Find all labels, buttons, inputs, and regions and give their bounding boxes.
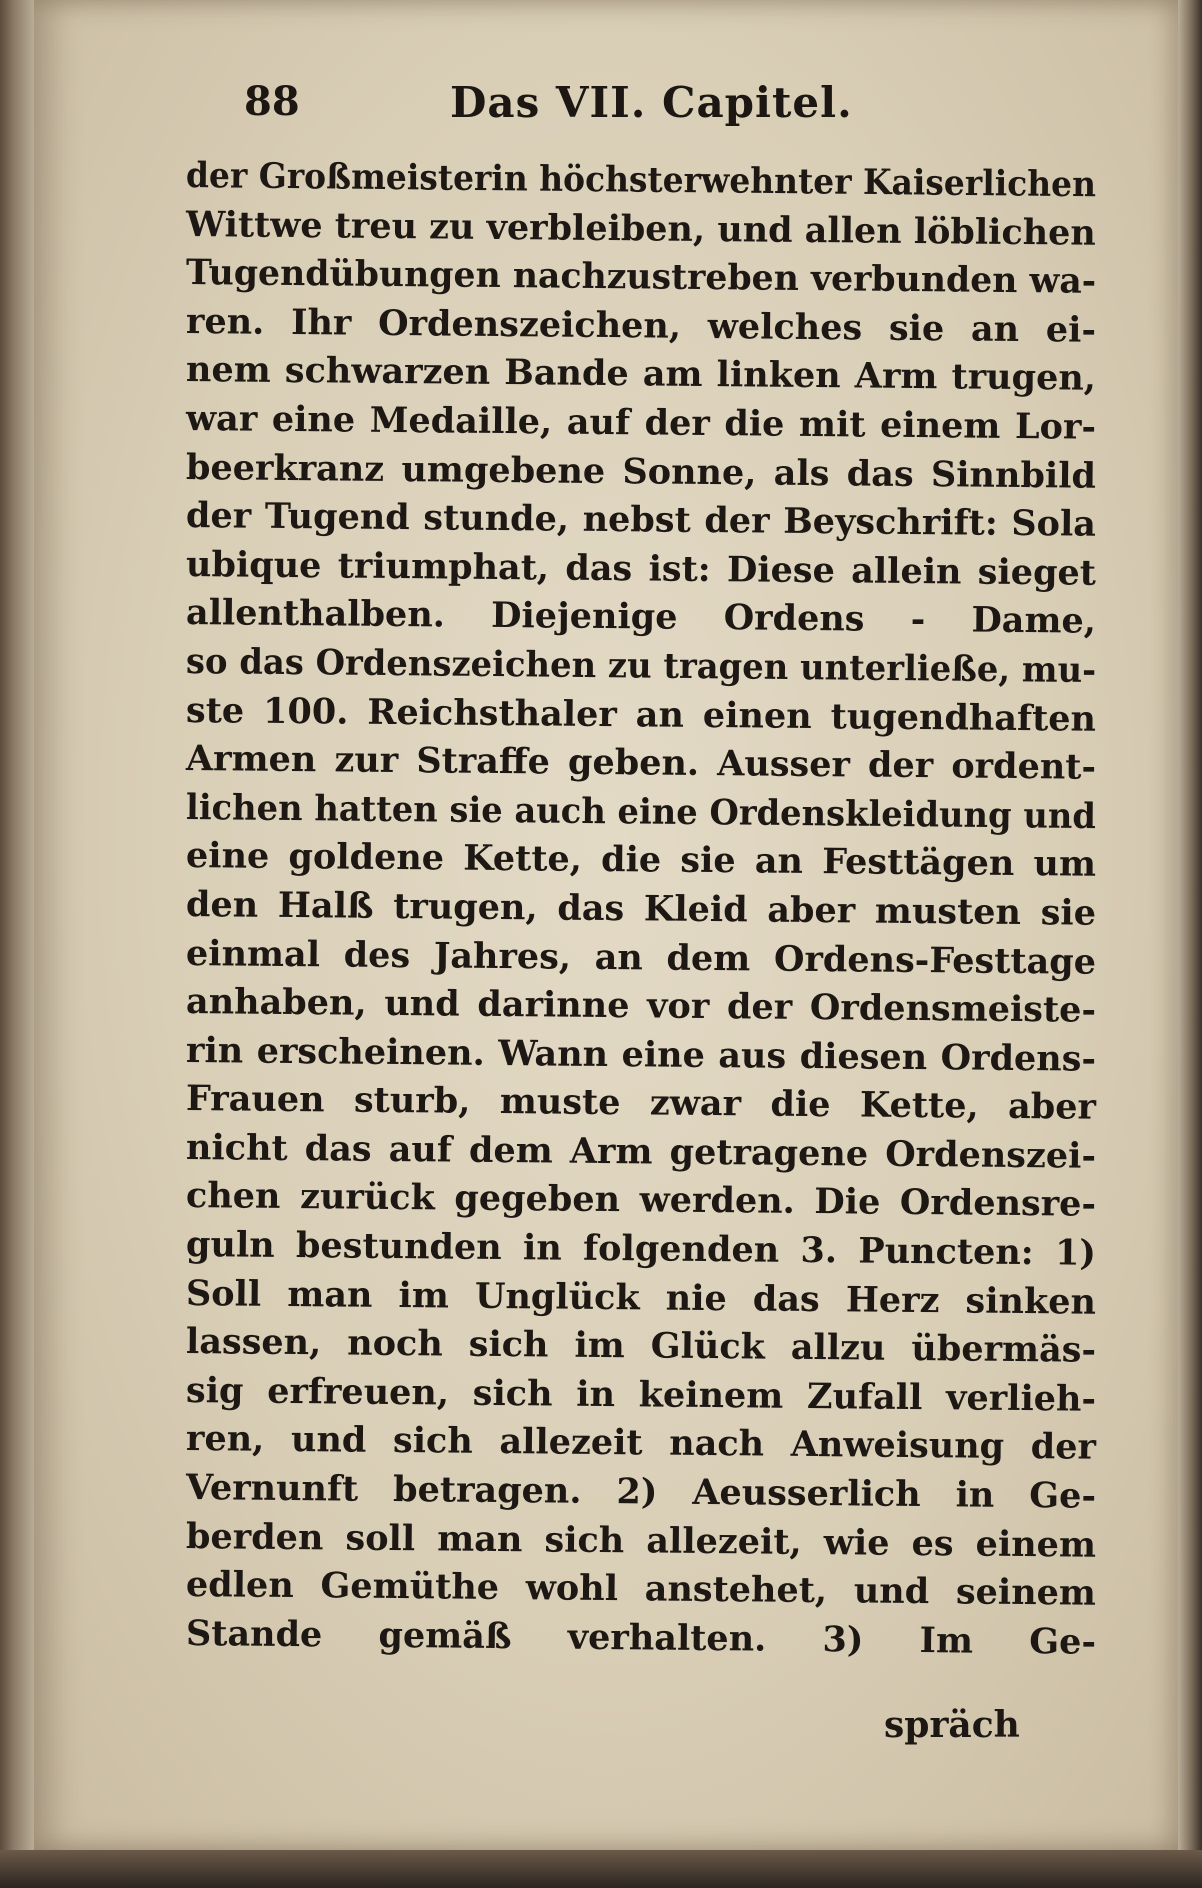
text-line: den Halß trugen, das Kleid aber musten sie: [185, 883, 1097, 934]
binding-edge: [0, 0, 34, 1888]
text-line: allenthalben. Diejenige Ordens - Dame,: [185, 592, 1097, 643]
text-line: ren. Ihr Ordenszeichen, welches sie an ei-: [185, 300, 1097, 351]
text-line: Armen zur Straffe geben. Ausser der ordent-: [185, 738, 1097, 788]
body-text: [185, 152, 1097, 1663]
running-head: Das VII. Capitel.: [450, 78, 853, 127]
text-line: lichen hatten sie auch eine Ordenskleidung und: [185, 786, 1097, 837]
page-number: 88: [244, 78, 300, 125]
text-line: guln bestunden in folgenden 3. Puncten: 1): [185, 1224, 1097, 1274]
text-line: Wittwe treu zu verbleiben, und allen löblichen: [185, 203, 1097, 254]
text-line: Stande gemäß verhalten. 3) Im Ge-: [185, 1612, 1097, 1663]
text-line: beerkranz umgebene Sonne, als das Sinnbild: [185, 446, 1097, 497]
text-line: der Großmeisterin höchsterwehnter Kaiserlichen: [185, 155, 1097, 206]
page-fore-edge: [1178, 0, 1202, 1888]
text-line: nicht das auf dem Arm getragene Ordenszei-: [185, 1126, 1097, 1177]
text-line: nem schwarzen Bande am linken Arm trugen,: [185, 349, 1097, 400]
text-line: Tugendübungen nachzustreben verbunden wa-: [185, 252, 1097, 303]
text-line: anhaben, und darinne vor der Ordensmeiste-: [185, 981, 1097, 1031]
text-line: lassen, noch sich im Glück allzu übermäs-: [185, 1321, 1097, 1371]
catchword: spräch: [884, 1704, 1020, 1746]
text-line: der Tugend stunde, nebst der Beyschrift: Sola: [185, 495, 1097, 545]
text-line: ren, und sich allezeit nach Anweisung der: [185, 1418, 1097, 1469]
text-line: ubique triumphat, das ist: Diese allein sieget: [185, 543, 1097, 594]
text-line: rin erscheinen. Wann eine aus diesen Ordens-: [185, 1029, 1097, 1080]
text-line: Vernunft betragen. 2) Aeusserlich in Ge-: [185, 1467, 1097, 1517]
text-line: eine goldene Kette, die sie an Festtägen um: [185, 835, 1097, 886]
text-line: chen zurück gegeben werden. Die Ordensre-: [185, 1175, 1097, 1226]
text-line: berden soll man sich allezeit, wie es einem: [185, 1515, 1097, 1566]
text-line: einmal des Jahres, an dem Ordens-Festtage: [185, 932, 1097, 983]
text-line: ste 100. Reichsthaler an einen tugendhaften: [185, 689, 1097, 740]
text-line: sig erfreuen, sich in keinem Zufall verlieh-: [185, 1369, 1097, 1420]
text-line: so das Ordenszeichen zu tragen unterließe, mu-: [185, 640, 1097, 691]
text-line: Frauen sturb, muste zwar die Kette, aber: [185, 1078, 1097, 1129]
page-header: [210, 78, 910, 138]
text-line: war eine Medaille, auf der die mit einem Lor-: [185, 397, 1097, 448]
text-line: Soll man im Unglück nie das Herz sinken: [185, 1272, 1097, 1323]
text-line: edlen Gemüthe wohl anstehet, und seinem: [185, 1564, 1097, 1614]
page-bottom-shadow: [0, 1850, 1202, 1888]
